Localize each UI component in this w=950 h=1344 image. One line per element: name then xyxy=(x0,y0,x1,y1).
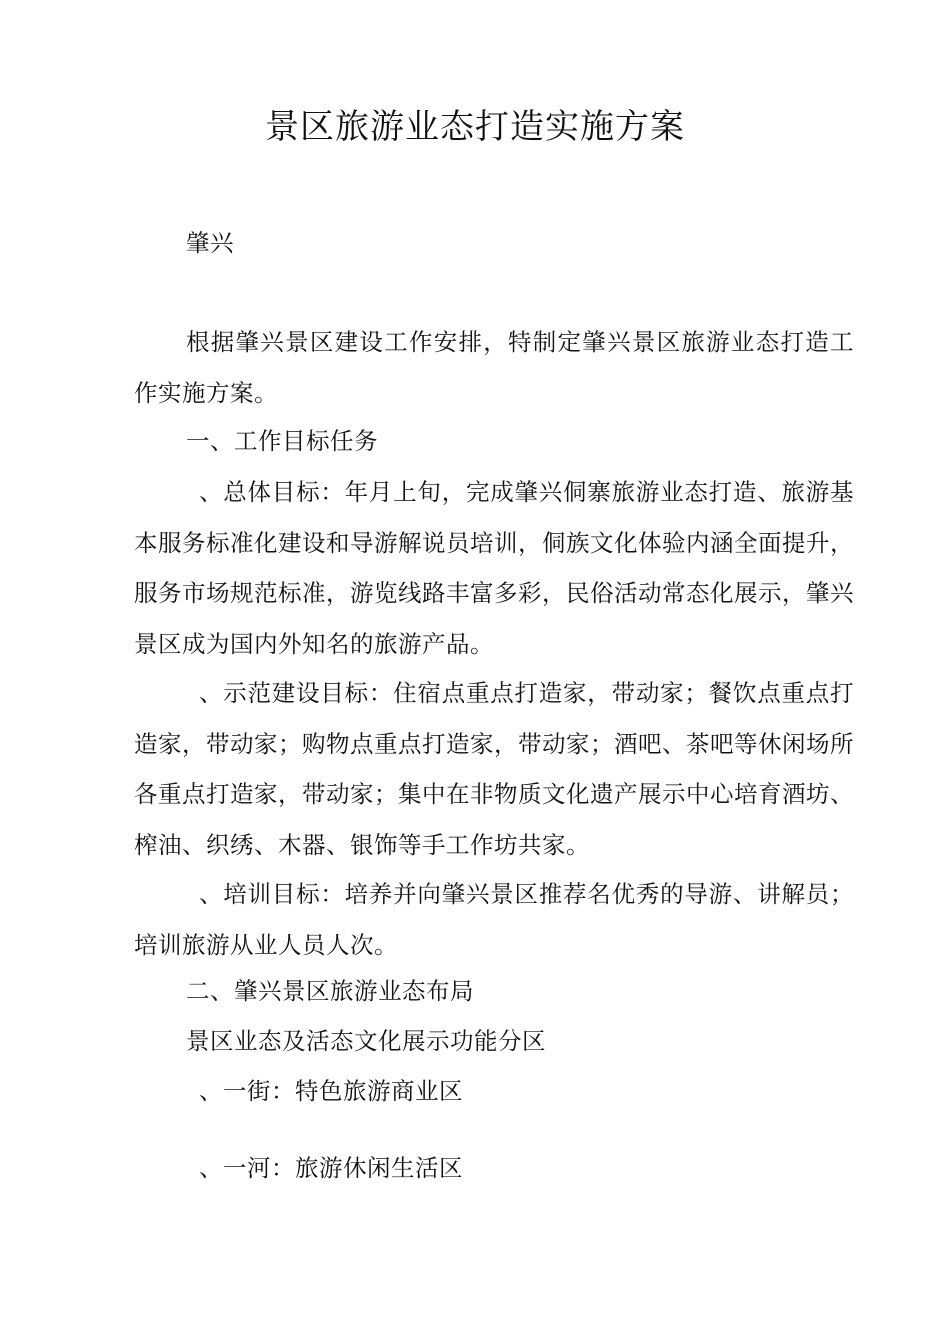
author-line: 肇兴 xyxy=(186,229,234,257)
intro-paragraph: 根据肇兴景区建设工作安排，特制定肇兴景区旅游业态打造工作实施方案。 xyxy=(134,328,854,407)
demo-goal-paragraph: 、示范建设目标：住宿点重点打造家，带动家；餐饮点重点打造家，带动家；购物点重点打造家，带动家；酒吧、茶吧等休闲场所各重点打造家，带动家；集中在非物质文化遗产展示中心培育酒坊、榨油、织绣、木器、银饰等手工作坊共家。 xyxy=(134,679,854,859)
zoning-heading: 景区业态及活态文化展示功能分区 xyxy=(186,1027,546,1055)
zone-street-item: 、一街：特色旅游商业区 xyxy=(199,1077,463,1105)
section1-heading: 一、工作目标任务 xyxy=(186,427,378,455)
section2-heading: 二、肇兴景区旅游业态布局 xyxy=(186,977,474,1005)
overall-goal-paragraph: 、总体目标：年月上旬，完成肇兴侗寨旅游业态打造、旅游基本服务标准化建设和导游解说员培训，侗族文化体验内涵全面提升，服务市场规范标准，游览线路丰富多彩，民俗活动常态化展示，肇兴景区成为国内外知名的旅游产品。 xyxy=(134,478,854,658)
zone-river-item: 、一河：旅游休闲生活区 xyxy=(199,1154,463,1182)
training-goal-paragraph: 、培训目标：培养并向肇兴景区推荐名优秀的导游、讲解员；培训旅游从业人员人次。 xyxy=(134,880,854,959)
document-title: 景区旅游业态打造实施方案 xyxy=(265,107,685,147)
